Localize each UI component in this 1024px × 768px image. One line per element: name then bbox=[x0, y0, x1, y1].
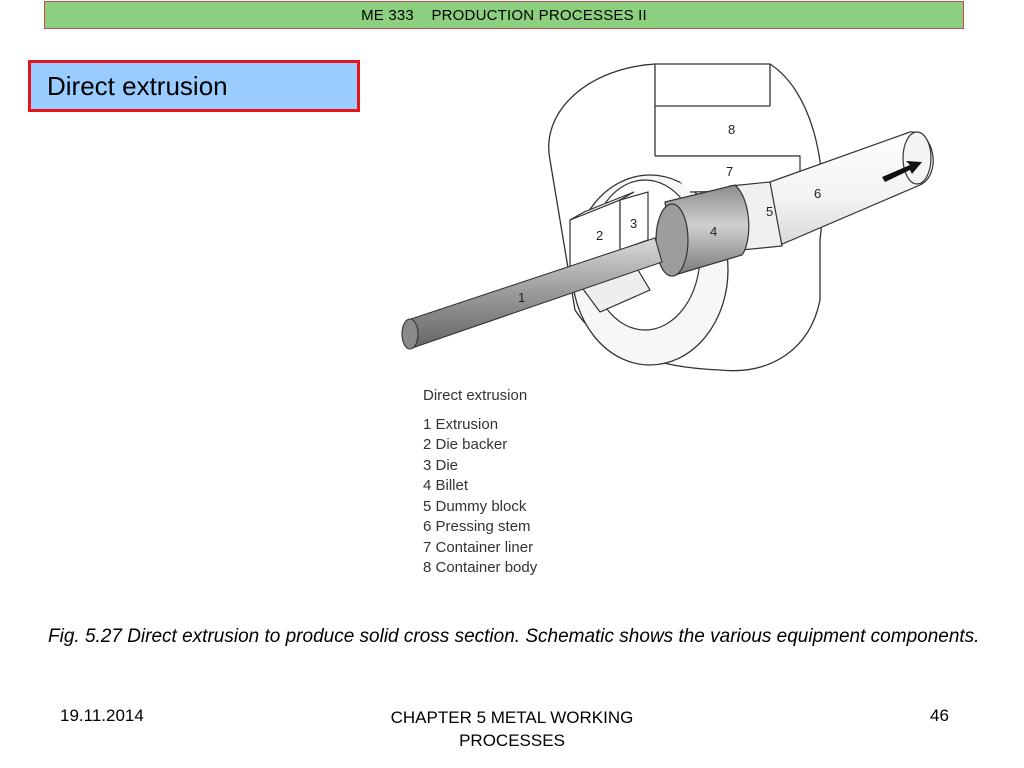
header-bar bbox=[44, 1, 964, 29]
footer-date: 19.11.2014 bbox=[60, 706, 144, 725]
legend-item: 7 Container liner bbox=[423, 538, 534, 556]
footer-chapter: CHAPTER 5 METAL WORKING PROCESSES bbox=[390, 708, 634, 750]
label-1: 1 bbox=[518, 290, 526, 305]
header-title: ME 333 PRODUCTION PROCESSES II bbox=[361, 6, 647, 24]
label-5: 5 bbox=[766, 204, 774, 219]
figure-legend bbox=[423, 386, 537, 579]
label-7: 7 bbox=[726, 164, 734, 179]
legend-item: 3 Die bbox=[423, 456, 459, 474]
label-6: 6 bbox=[814, 186, 822, 201]
legend-item: 2 Die backer bbox=[423, 436, 508, 453]
label-2: 2 bbox=[596, 228, 604, 243]
legend-title: Direct extrusion bbox=[423, 387, 528, 404]
legend-item: 1 Extrusion bbox=[423, 415, 499, 433]
extrusion-schematic bbox=[390, 50, 950, 380]
label-4: 4 bbox=[710, 224, 718, 239]
legend-item: 6 Pressing stem bbox=[423, 518, 531, 535]
legend-item: 4 Billet bbox=[423, 477, 469, 494]
figure-caption: Fig. 5.27 Direct extrusion to produce solid cross section. Schematic shows the various equipment components. bbox=[48, 626, 980, 647]
legend-item: 8 Container body bbox=[423, 559, 538, 576]
slide-title-box bbox=[28, 60, 360, 112]
label-3: 3 bbox=[630, 216, 638, 231]
footer-page-number: 46 bbox=[930, 706, 949, 725]
legend-item: 5 Dummy block bbox=[423, 497, 527, 515]
label-8: 8 bbox=[728, 122, 736, 137]
slide-title: Direct extrusion bbox=[47, 70, 228, 101]
